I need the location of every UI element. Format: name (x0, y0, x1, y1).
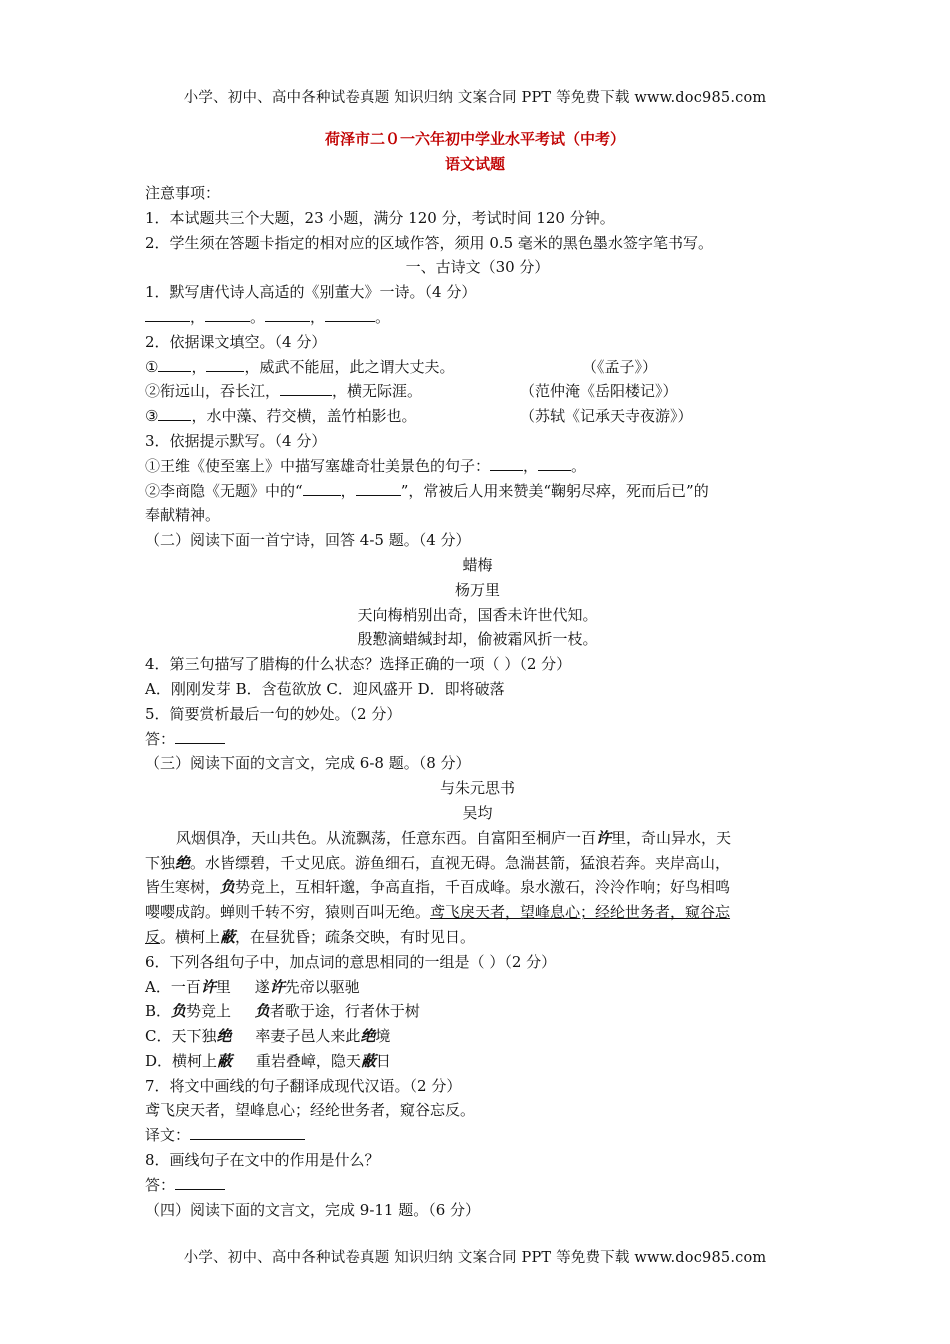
answer-label: 答： (145, 1175, 176, 1194)
text: 里 遂 (215, 977, 270, 996)
text: 境 (375, 1027, 391, 1046)
question-8: 8．画线句子在文中的作用是什么？ (145, 1151, 380, 1170)
dotted-word: 许 (269, 977, 285, 996)
passage-line (145, 900, 810, 925)
passage-title: 与朱元思书 (439, 779, 515, 798)
passage-line (145, 851, 810, 876)
question-3: 3．依据提示默写。（4 分） (145, 431, 327, 450)
dotted-word: 绝 (175, 853, 191, 872)
part3-intro: （三）阅读下面的文言文，完成 6-8 题。（8 分） (145, 754, 471, 773)
exam-title: 荷泽市二０一六年初中学业水平考试（中考） (324, 130, 625, 148)
poem-line-1: 天向梅梢别出奇，国香未许世代知。 (357, 605, 598, 624)
source-ref: （范仲淹《岳阳楼记》） (520, 382, 678, 401)
blank[interactable] (325, 305, 375, 322)
punct: ， (340, 481, 356, 500)
page-footer: 小学、初中、高中各种试卷真题 知识归纳 文案合同 PPT 等免费下载 www.doc985.com (183, 1250, 767, 1266)
punct: ， (190, 307, 206, 326)
text: 风烟俱净，天山共色。从流飘荡，任意东西。自富阳至桐庐一百 (176, 828, 597, 847)
marker: ③ (145, 407, 159, 426)
question-6: 6．下列各组句子中，加点词的意思相同的一组是（ ）（2 分） (145, 952, 557, 971)
text: A．一百 (145, 977, 201, 996)
q2-item-b (145, 379, 810, 404)
blank[interactable] (280, 379, 332, 396)
blank[interactable] (356, 479, 401, 496)
blank[interactable] (205, 305, 250, 322)
text: 下独 (145, 853, 176, 872)
text: ②李商隐《无题》中的“ (145, 481, 303, 500)
marker: ① (145, 357, 159, 376)
page-header: 小学、初中、高中各种试卷真题 知识归纳 文案合同 PPT 等免费下载 www.doc985.com (183, 90, 767, 106)
poem-line-2: 殷懃滴蜡缄封却，偷被霜风折一枝。 (357, 630, 598, 649)
blank[interactable] (303, 479, 341, 496)
dotted-word: 绝 (216, 1027, 232, 1046)
poem-author: 杨万里 (454, 580, 500, 599)
text: ”，常被后人用来赞美“鞠躬尽瘁，死而后已”的 (400, 481, 709, 500)
underlined-text: 反 (145, 927, 161, 946)
underlined-text: 鸢飞戾天者，望峰息心；经纶世务者，窥谷忘 (430, 903, 731, 922)
note-1: 1．本试题共三个大题，23 小题，满分 120 分，考试时间 120 分钟。 (145, 208, 615, 227)
section-heading: 一、古诗文（30 分） (405, 258, 550, 277)
dotted-word: 负 (254, 1002, 270, 1021)
passage-line (145, 875, 810, 900)
text: B． (145, 1002, 172, 1021)
dotted-word: 蔽 (220, 927, 236, 946)
part2-intro: （二）阅读下面一首宁诗，回答 4-5 题。（4 分） (145, 531, 471, 550)
answer-label: 答： (145, 729, 176, 748)
punct: ， (310, 307, 326, 326)
text: 势竞上 (186, 1002, 255, 1021)
text: ①王维《使至塞上》中描写塞雄奇壮美景色的句子： (145, 456, 491, 475)
answer-line-q1 (145, 305, 810, 330)
punct: ， (523, 456, 539, 475)
text: ，横无际涯。 (332, 382, 423, 401)
punct: 。 (375, 307, 391, 326)
text: ②衔远山，吞长江， (145, 382, 281, 401)
text: 。水皆缥碧，千丈见底。游鱼细石，直视无碍。急湍甚箭，猛浪若奔。夹岸高山， (190, 853, 731, 872)
exam-subtitle: 语文试题 (444, 155, 505, 173)
q3-item-a (145, 454, 810, 479)
punct: ， (191, 357, 207, 376)
q8-answer (145, 1173, 810, 1198)
text: 里，奇山异水，天 (611, 828, 732, 847)
punct: 。 (571, 456, 587, 475)
blank[interactable] (190, 1123, 305, 1140)
note-2: 2．学生须在答题卡指定的相对应的区域作答，须用 0.5 毫米的黑色墨水签字笔书写。 (145, 233, 713, 252)
q6-option-d (145, 1049, 810, 1074)
q6-option-a (145, 975, 810, 1000)
q2-item-a (145, 355, 810, 380)
question-7: 7．将文中画线的句子翻译成现代汉语。（2 分） (145, 1076, 462, 1095)
q4-options: A．刚刚发芽 B．含苞欲放 C．迎风盛开 D．即将破落 (145, 679, 505, 698)
source-ref: （苏轼《记承天寺夜游》） (520, 407, 693, 426)
q7-sentence: 鸢飞戾天者，望峰息心；经纶世务者，窥谷忘反。 (145, 1101, 476, 1120)
punct: 。 (250, 307, 266, 326)
source-ref: （《孟子》） (582, 357, 658, 376)
question-1: 1．默写唐代诗人高适的《别董大》一诗。（4 分） (145, 283, 477, 302)
q6-option-b (145, 999, 810, 1024)
question-2: 2．依据课文填空。（4 分） (145, 332, 327, 351)
text: 势竞上，互相轩邈，争高直指，千百成峰。泉水激石，泠泠作响；好鸟相鸣 (235, 878, 731, 897)
blank[interactable] (145, 305, 190, 322)
question-4: 4．第三句描写了腊梅的什么状态？选择正确的一项（ ）（2 分） (145, 655, 572, 674)
text: 嘤嘤成韵。蝉则千转不穷，猿则百叫无绝。 (145, 903, 431, 922)
blank[interactable] (158, 355, 191, 372)
passage-line (145, 925, 810, 950)
q2-item-c (145, 404, 810, 429)
text: 重岩叠嶂，隐天 (232, 1051, 361, 1070)
blank[interactable] (158, 404, 191, 421)
dotted-word: 负 (220, 878, 236, 897)
q3-item-b-cont: 奉献精神。 (145, 506, 221, 525)
q7-answer (145, 1123, 810, 1148)
text: ，在昼犹昏；疏条交映，有时见日。 (235, 927, 476, 946)
dotted-word: 蔽 (360, 1051, 376, 1070)
blank[interactable] (175, 727, 225, 744)
answer-label: 译文： (145, 1126, 191, 1145)
dotted-word: 蔽 (217, 1051, 233, 1070)
text: 先帝以驱驰 (284, 977, 360, 996)
passage-author: 吴均 (462, 803, 493, 822)
text: 皆生寒树， (145, 878, 221, 897)
dotted-word: 许 (596, 828, 612, 847)
text: 。横柯上 (160, 927, 221, 946)
text: ，水中藻、荇交横，盖竹柏影也。 (191, 407, 417, 426)
text: C．天下独 (145, 1027, 217, 1046)
q5-answer (145, 727, 810, 752)
text: D．横柯上 (145, 1051, 218, 1070)
text: 者歌于途，行者休于树 (269, 1002, 420, 1021)
poem-title: 蜡梅 (462, 555, 493, 574)
q6-option-c (145, 1024, 810, 1049)
part4-intro: （四）阅读下面的文言文，完成 9-11 题。（6 分） (145, 1200, 481, 1219)
blank[interactable] (490, 454, 523, 471)
dotted-word: 许 (200, 977, 216, 996)
blank[interactable] (206, 355, 244, 372)
passage-line (145, 826, 810, 851)
blank[interactable] (265, 305, 310, 322)
exam-content (145, 181, 810, 1222)
notes-heading: 注意事项： (145, 184, 221, 202)
dotted-word: 绝 (360, 1027, 376, 1046)
text: 率妻子邑人来此 (231, 1027, 361, 1046)
question-5: 5．简要赏析最后一句的妙处。（2 分） (145, 704, 402, 723)
q3-item-b (145, 479, 810, 504)
blank[interactable] (175, 1173, 225, 1190)
text: ，威武不能屈，此之谓大丈夫。 (244, 357, 455, 376)
blank[interactable] (538, 454, 571, 471)
text: 日 (375, 1051, 391, 1070)
dotted-word: 负 (171, 1002, 187, 1021)
